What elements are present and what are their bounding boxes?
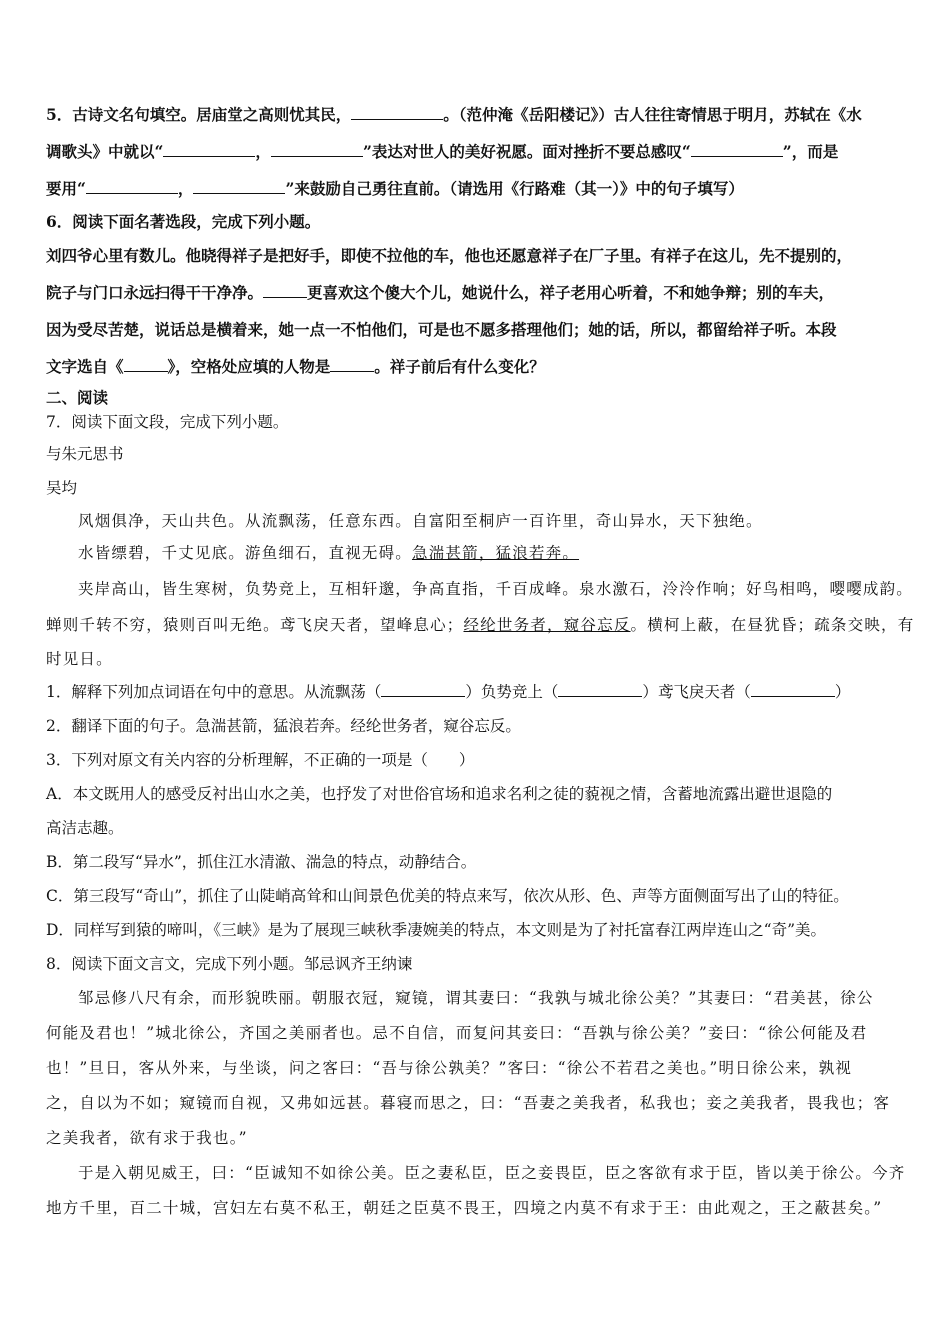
q6-text: 》，空格处应填的人物是 (167, 357, 331, 376)
q8-paragraph-1-line-2: 何能及君也！”城北徐公，齐国之美丽者也。忌不自信，而复问其妾曰：“吾孰与徐公美？”妾曰：“徐公何能及君 (46, 1024, 868, 1042)
q7-subquestion-1 (46, 675, 910, 709)
q6-text: 院子与门口永远扫得干干净净。 (46, 283, 264, 302)
q6-title: 6．阅读下面名著选段，完成下列小题。 (46, 212, 321, 231)
q7-blank-1 (381, 682, 465, 697)
q7-text: 水皆缥碧，千丈见底。游鱼细石，直视无碍。 (78, 544, 413, 562)
q7-paragraph-2 (46, 537, 910, 569)
q5-text: ”表达对世人的美好祝愿。面对挫折不要总感叹“ (362, 142, 691, 161)
q8-paragraph-2-line-1: 于是入朝见威王，曰：“臣诚知不如徐公美。臣之妻私臣，臣之妾畏臣，臣之客欲有求于臣，皆以美于徐公。今齐 (78, 1164, 906, 1182)
q6-text: 更喜欢这个傻大个儿，她说什么，祥子老用心听着，不和她争辩；别的车夫， (307, 283, 835, 302)
q5-blank-4 (691, 142, 783, 157)
q7-subquestion-3: 3．下列对原文有关内容的分析理解，不正确的一项是（ ） (46, 751, 475, 769)
q6-text: 文字选自《 (46, 357, 124, 376)
q5-text: ”，而是 (782, 142, 839, 161)
q5-blank-3 (271, 142, 363, 157)
q7-option-a-line-1: A．本文既用人的感受反衬出山水之美，也抒发了对世俗官场和追求名利之徒的藐视之情，含蓄地流露出避世退隐的 (46, 785, 833, 803)
q7-option-c: C．第三段写“奇山”，抓住了山陡峭高耸和山间景色优美的特点来写，依次从形、色、声等方面侧面写出了山的特征。 (46, 887, 849, 905)
q5-line-1 (46, 96, 910, 133)
q6-blank-1 (263, 283, 307, 298)
q5-line-3 (46, 170, 910, 207)
q7-paragraph-3-line-2 (46, 609, 915, 641)
q5-text: 要用“ (46, 179, 86, 198)
q7-underlined-sentence: 经纶世务者，窥谷忘反 (463, 616, 631, 634)
exam-page (46, 96, 915, 1226)
q5-text: 5．古诗文名句填空。居庙堂之高则忧其民， (46, 105, 352, 124)
q8-paragraph-1-line-1: 邹忌修八尺有余，而形貌昳丽。朝服衣冠，窥镜，谓其妻曰：“我孰与城北徐公美？”其妻曰：“君美甚，徐公 (78, 989, 874, 1007)
q8-paragraph-1-line-3: 也！”旦日，客从外来，与坐谈，问之客曰：“吾与徐公孰美？”客曰：“徐公不若君之美也。”明日徐公来，孰视 (46, 1059, 853, 1077)
q5-text: 调歌头》中就以“ (46, 142, 164, 161)
q5-blank-1 (351, 105, 443, 120)
q5-blank-6 (193, 179, 285, 194)
q8-paragraph-2-line-2: 地方千里，百二十城，宫妇左右莫不私王，朝廷之臣莫不畏王，四境之内莫不有求于王：由此观之，王之蔽甚矣。” (46, 1199, 883, 1217)
q7-text: 蝉则千转不穷，猿则百叫无绝。鸢飞戾天者，望峰息心； (46, 616, 464, 634)
q7-text-title: 与朱元思书 (46, 445, 124, 463)
q6-excerpt-line-2 (46, 274, 910, 311)
q7-paragraph-1: 风烟俱净，天山共色。从流飘荡，任意东西。自富阳至桐庐一百许里，奇山异水，天下独绝。 (78, 512, 763, 530)
section-heading-reading: 二、阅读 (46, 388, 109, 407)
q5-blank-5 (86, 179, 178, 194)
q7-text: ）鸢飞戾天者（ (642, 683, 751, 701)
q5-text: ， (255, 142, 271, 161)
q7-paragraph-3-line-1: 夹岸高山，皆生寒树，负势竞上，互相轩邈，争高直指，千百成峰。泉水激石，泠泠作响；好鸟相鸣，嘤嘤成韵。 (78, 580, 914, 598)
q6-excerpt-line-3: 因为受尽苦楚，说话总是横着来，她一点一不怕他们，可是也不愿多搭理他们；她的话，所以，都留给祥子听。本段 (46, 320, 837, 339)
q6-text: 。祥子前后有什么变化？ (374, 357, 545, 376)
q6-excerpt-line-4 (46, 348, 910, 385)
q7-text: 。横柯上蔽，在昼犹昏；疏条交映，有 (630, 616, 915, 634)
q7-text: ）负势竞上（ (465, 683, 559, 701)
q5-text: ， (177, 179, 194, 198)
q6-blank-2 (124, 357, 168, 372)
q7-title: 7．阅读下面文段，完成下列小题。 (46, 413, 289, 431)
q8-paragraph-1-line-4: 之，自以为不如；窥镜而自视，又弗如远甚。暮寝而思之，曰：“吾妻之美我者，私我也；妾之美我者，畏我也；客 (46, 1094, 891, 1112)
q5-blank-2 (163, 142, 255, 157)
q8-title: 8．阅读下面文言文，完成下列小题。邹忌讽齐王纳谏 (46, 955, 413, 973)
q7-text: ） (834, 683, 851, 701)
q7-option-a-line-2: 高洁志趣。 (46, 819, 124, 837)
q7-paragraph-3-line-3: 时见日。 (46, 650, 113, 668)
q6-excerpt-line-1: 刘四爷心里有数儿。他晓得祥子是把好手，即使不拉他的车，他也还愿意祥子在厂子里。有祥子在这儿，先不提别的， (46, 246, 853, 265)
q7-blank-2 (558, 682, 642, 697)
q5-text: 。（范仲淹《岳阳楼记》）古人往往寄情思于明月，苏轼在《水 (443, 105, 862, 124)
q7-author: 吴均 (46, 479, 78, 497)
q7-option-b: B．第二段写“异水”，抓住江水清澈、湍急的特点，动静结合。 (46, 853, 477, 871)
q5-text: ”来鼓励自己勇往直前。（请选用《行路难（其一）》中的句子填写） (285, 179, 744, 198)
q7-blank-3 (751, 682, 835, 697)
q7-text: 1．解释下列加点词语在句中的意思。从流飘荡（ (46, 683, 382, 701)
q7-option-d: D．同样写到猿的啼叫，《三峡》是为了展现三峡秋季凄婉美的特点，本文则是为了衬托富春江两岸连山之“奇”美。 (46, 921, 827, 939)
q5-line-2 (46, 133, 910, 170)
q6-blank-3 (330, 357, 374, 372)
q7-subquestion-2: 2．翻译下面的句子。急湍甚箭，猛浪若奔。经纶世务者，窥谷忘反。 (46, 717, 521, 735)
q7-underlined-sentence: 急湍甚箭，猛浪若奔。 (412, 544, 580, 562)
q8-paragraph-1-line-5: 之美我者，欲有求于我也。” (46, 1129, 248, 1147)
